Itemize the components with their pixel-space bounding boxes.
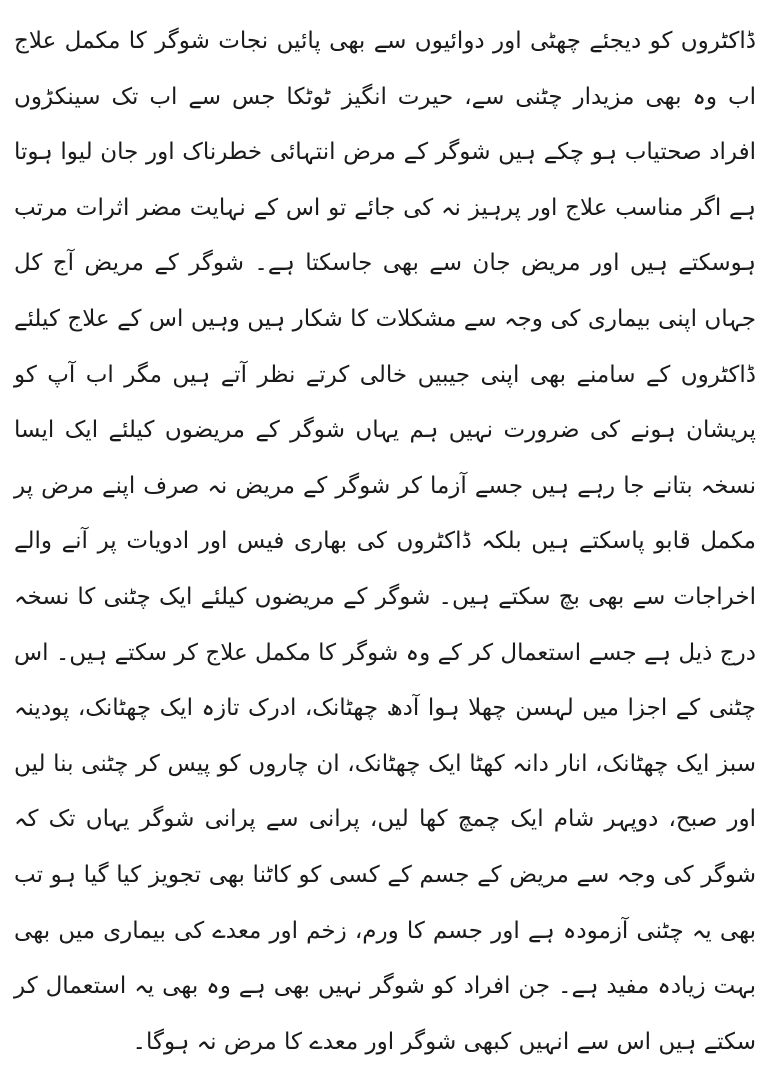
article-body: ڈاکٹروں کو دیجئے چھٹی اور دوائیوں سے بھی پائیں نجات شوگر کا مکمل علاج اب وہ بھی مزیدار چٹنی سے، حیرت انگیز ٹوٹکا جس سے اب تک سینکڑوں افراد صحتیاب ہو چکے ہیں شوگر کے مرض انتہائی خطرناک اور جان لیوا ہوتا ہے اگر مناسب علاج اور پرہیز نہ کی جائے تو اس کے نہایت مضر اثرات مرتب ہوسکتے ہیں اور مریض جان سے بھی جاسکتا ہے۔ شوگر کے مریض آج کل جہاں اپنی بیماری کی وجہ سے مشکلات کا شکار ہیں وہیں اس کے علاج کیلئے ڈاکٹروں کے سامنے بھی اپنی جیبیں خالی کرتے نظر آتے ہیں مگر اب آپ کو پریشان ہونے کی ضرورت نہیں ہم یہاں شوگر کے مریضوں کیلئے ایک ایسا نسخہ بتانے جا رہے ہیں جسے آزما کر شوگر کے مریض نہ صرف اپنے مرض پر مکمل قابو پاسکتے ہیں بلکہ ڈاکٹروں کی بھاری فیس اور ادویات پر آنے والے اخراجات سے بھی بچ سکتے ہیں۔ شوگر کے مریضوں کیلئے ایک چٹنی کا نسخہ درج ذیل ہے جسے استعمال کر کے وہ شوگر کا مکمل علاج کر سکتے ہیں۔ اس چٹنی کے اجزا میں لہسن چھلا ہوا آدھ چھٹانک، ادرک تازہ ایک چھٹانک، پودینہ سبز ایک چھٹانک، انار دانہ کھٹا ایک چھٹانک، ان چاروں کو پیس کر چٹنی بنا لیں اور صبح، دوپہر شام ایک چمچ کھا لیں، پرانی سے پرانی شوگر یہاں تک کہ شوگر کی وجہ سے مریض کے جسم کے کسی کو کاٹنا بھی تجویز کیا گیا ہو تب بھی یہ چٹنی آزمودہ ہے اور جسم کا ورم، زخم اور معدے کی بیماری میں بھی بہت زیادہ مفید ہے۔ جن افراد کو شوگر نہیں بھی ہے وہ بھی یہ استعمال کر سکتے ہیں اس سے انہیں کبھی شوگر اور معدے کا مرض نہ ہوگا۔: [14, 28, 756, 1055]
